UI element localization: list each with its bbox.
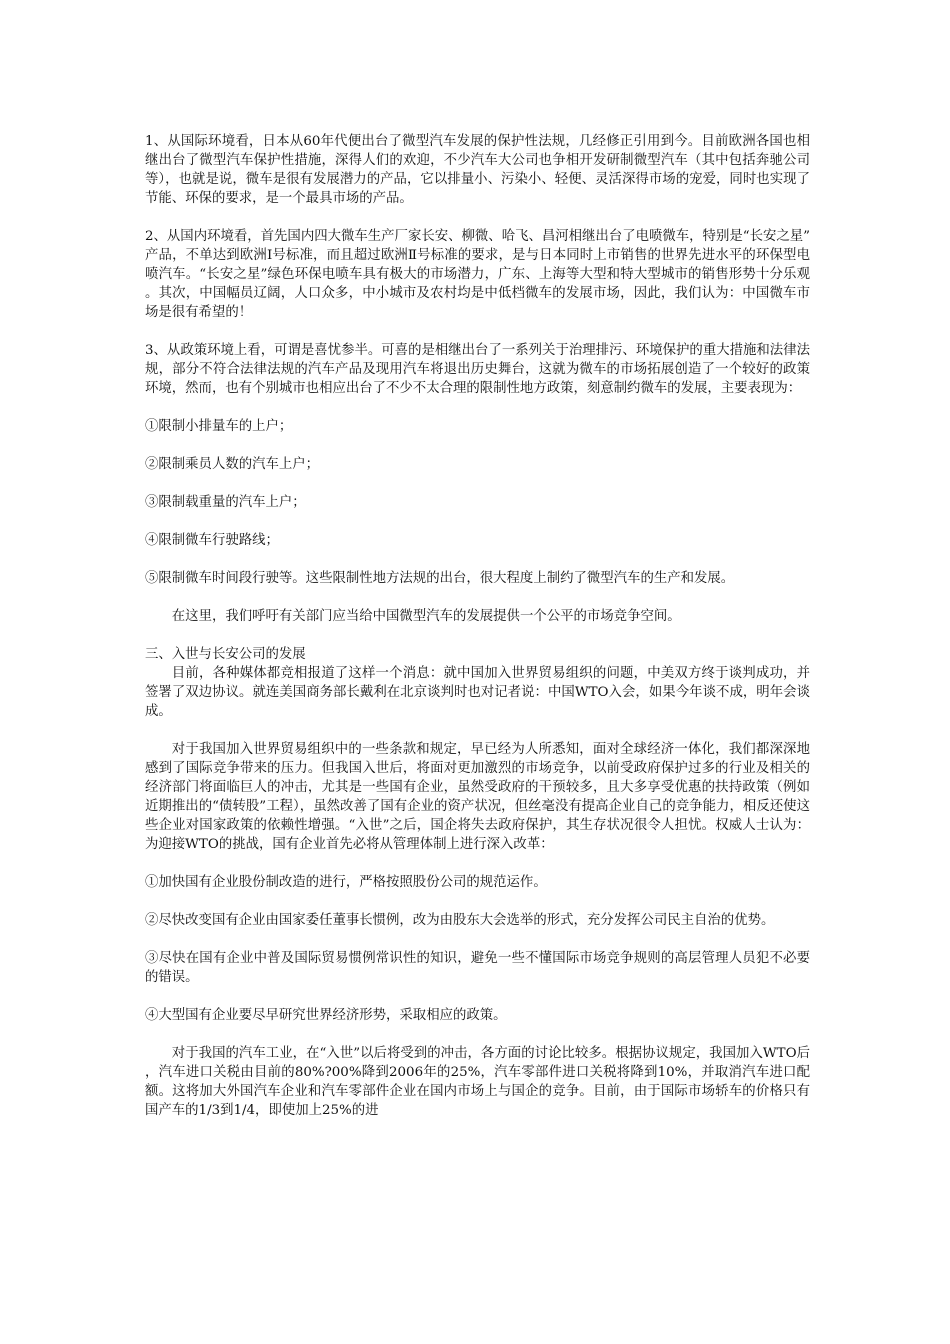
document-body: [145, 132, 810, 1120]
list-item-restriction-1: ①限制小排量车的上户；: [145, 419, 293, 434]
paragraph-intl-environment: 1、从国际环境看，日本从60年代便出台了微型汽车发展的保护性法规，几经修正引用到今。目前欧洲各国也相继出台了微型汽车保护性措施，深得人们的欢迎，不少汽车大公司也争相开发研制微型汽车（其中包括奔驰公司等），也就是说，微车是很有发展潜力的产品，它以排量小、污染小、轻便、灵活深得市场的宠爱，同时也实现了节能、环保的要求，是一个最具市场的产品。: [145, 134, 810, 206]
paragraph-domestic-environment: 2、从国内环境看，首先国内四大微车生产厂家长安、柳微、哈飞、昌河相继出台了电喷微车，特别是“长安之星”产品，不单达到欧洲Ⅰ号标准，而且超过欧洲Ⅱ号标准的要求，是与日本同时上市销售的世界先进水平的环保型电喷汽车。“长安之星”绿色环保电喷车具有极大的市场潜力，广东、上海等大型和特大型城市的销售形势十分乐观。其次，中国幅员辽阔，人口众多，中小城市及农村均是中低档微车的发展市场，因此，我们认为：中国微车市场是很有希望的！: [145, 229, 810, 320]
list-item-reform-1: ①加快国有企业股份制改造的进行，严格按照股份公司的规范运作。: [145, 875, 547, 890]
paragraph-policy-environment: 3、从政策环境上看，可谓是喜忧参半。可喜的是相继出台了一系列关于治理排污、环境保护的重大措施和法律法规，部分不符合法律法规的汽车产品及现用汽车将退出历史舞台，这就为微车的市场拓展创造了一个较好的政策环境，然而，也有个别城市也相应出台了不少不太合理的限制性地方政策，刻意制约微车的发展，主要表现为：: [145, 343, 810, 396]
paragraph-wto-impact: 对于我国加入世界贸易组织中的一些条款和规定，早已经为人所悉知，面对全球经济一体化，我们都深深地感到了国际竞争带来的压力。但我国入世后，将面对更加激烈的市场竞争，以前受政府保护过多的行业及相关的经济部门将面临巨人的冲击，尤其是一些国有企业，虽然受政府的干预较多，且大多享受优惠的扶持政策（例如近期推出的“债转股”工程），虽然改善了国有企业的资产状况，但丝毫没有提高企业自己的竞争能力，相反还使这些企业对国家政策的依赖性增强。“入世”之后，国企将失去政府保护，其生存状况很令人担忧。权威人士认为：为迎接WTO的挑战，国有企业首先必将从管理体制上进行深入改革：: [145, 742, 810, 852]
section-heading-wto: 三、入世与长安公司的发展: [145, 647, 306, 662]
list-item-reform-3: ③尽快在国有企业中普及国际贸易惯例常识性的知识，避免一些不懂国际市场竞争规则的高层管理人员犯不必要的错误。: [145, 951, 810, 985]
list-item-restriction-4: ④限制微车行驶路线；: [145, 533, 279, 548]
list-item-reform-2: ②尽快改变国有企业由国家委任董事长惯例，改为由股东大会选举的形式，充分发挥公司民主自治的优势。: [145, 913, 775, 928]
list-item-restriction-5: ⑤限制微车时间段行驶等。这些限制性地方法规的出台，很大程度上制约了微型汽车的生产和发展。: [145, 571, 735, 586]
list-item-restriction-3: ③限制载重量的汽车上户；: [145, 495, 306, 510]
list-item-restriction-2: ②限制乘员人数的汽车上户；: [145, 457, 320, 472]
paragraph-auto-industry: 对于我国的汽车工业，在“入世”以后将受到的冲击，各方面的讨论比较多。根据协议规定，我国加入WTO后，汽车进口关税由目前的80%?00%降到2006年的25%，汽车零部件进口关税将降到10%，并取消汽车进口配额。这将加大外国汽车企业和汽车零部件企业在国内市场上与国企的竞争。目前，由于国际市场轿车的价格只有国产车的1/3到1/4，即使加上25%的进: [145, 1046, 810, 1118]
paragraph-appeal: 在这里，我们呼吁有关部门应当给中国微型汽车的发展提供一个公平的市场竞争空间。: [171, 609, 681, 624]
list-item-reform-4: ④大型国有企业要尽早研究世界经济形势，采取相应的政策。: [145, 1008, 507, 1023]
paragraph-wto-news: 目前，各种媒体都竞相报道了这样一个消息：就中国加入世界贸易组织的问题，中美双方终于谈判成功，并签署了双边协议。就连美国商务部长戴利在北京谈判时也对记者说：中国WTO入会，如果今年谈不成，明年会谈成。: [145, 666, 810, 719]
